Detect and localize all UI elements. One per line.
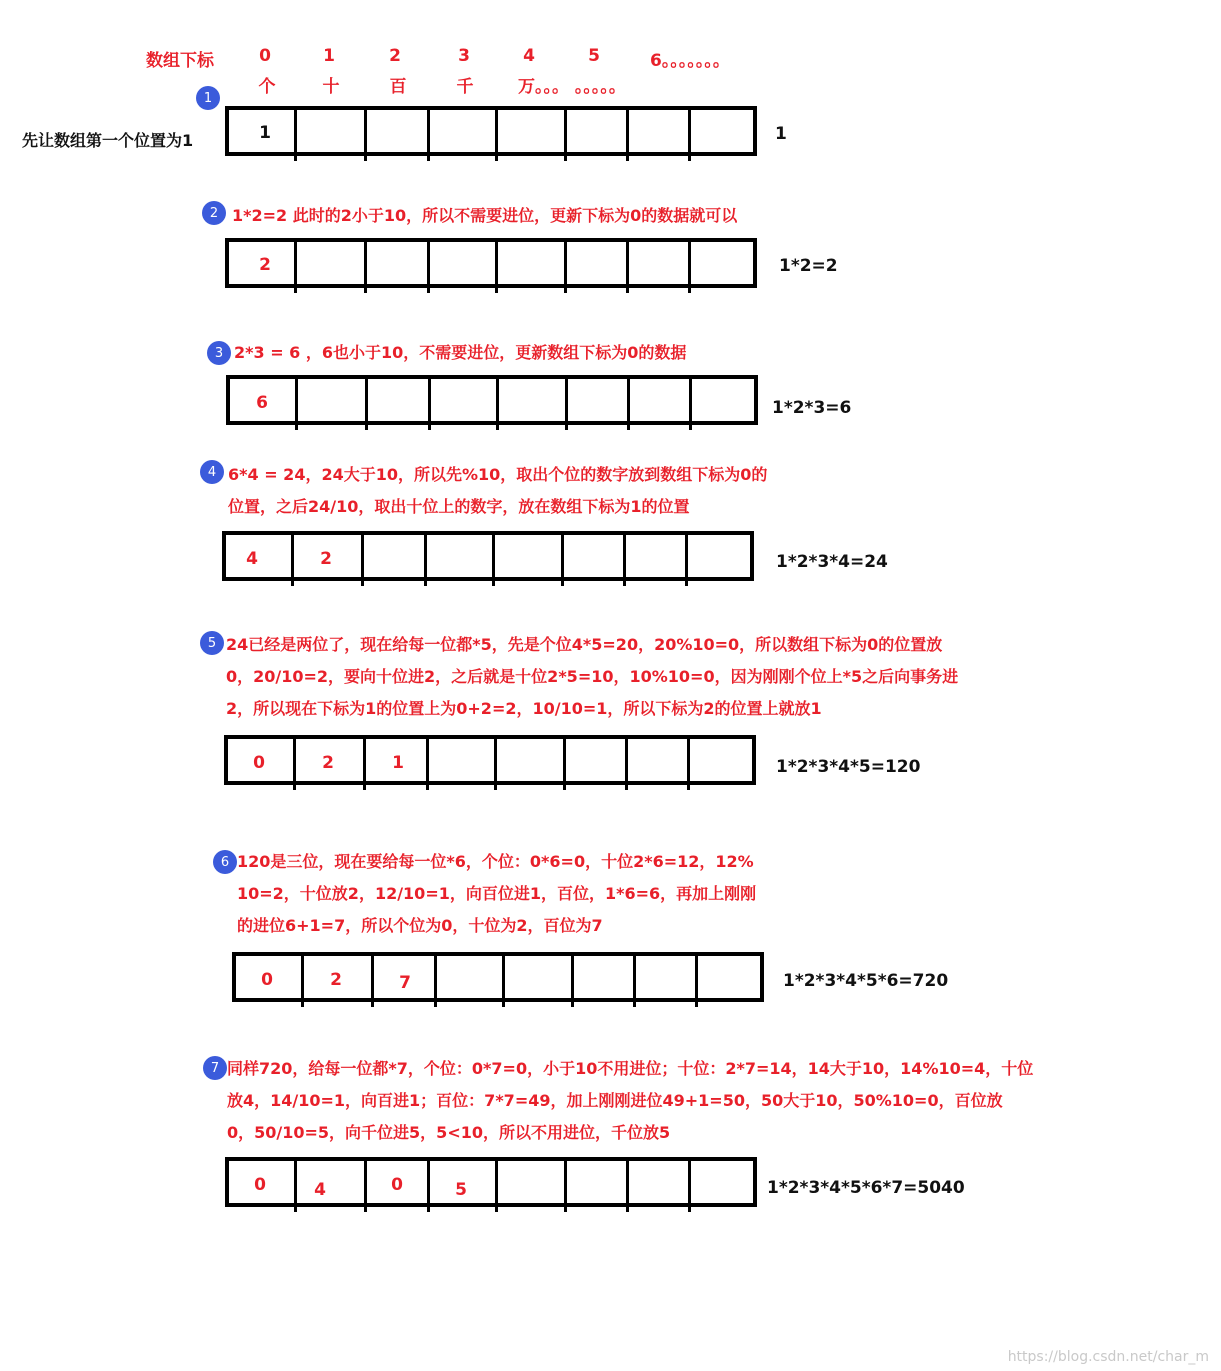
place-name: 个 xyxy=(258,77,276,97)
step-description-line: 1*2=2 此时的2小于10，所以不需要进位，更新下标为0的数据就可以 xyxy=(232,206,738,225)
index-number: 3 xyxy=(458,46,470,66)
step-badge: 7 xyxy=(203,1056,227,1080)
step-result: 1*2*3=6 xyxy=(772,398,852,418)
array-cell-divider xyxy=(688,238,691,293)
array-cell-value: 0 xyxy=(254,1175,266,1195)
array-cell-value: 0 xyxy=(391,1175,403,1195)
array-cell-divider xyxy=(688,1157,691,1212)
step-description-line: 0，50/10=5，向千位进5，5<10，所以不用进位，千位放5 xyxy=(227,1123,671,1142)
array-cell-divider xyxy=(626,1157,629,1212)
step-result: 1*2*3*4*5*6=720 xyxy=(783,971,949,991)
step-description-line: 6*4 = 24，24大于10，所以先%10，取出个位的数字放到数组下标为0的 xyxy=(228,465,768,484)
array-cell-divider xyxy=(689,375,692,430)
array-cell-divider xyxy=(695,952,698,1007)
index-label: 数组下标 xyxy=(146,51,214,71)
step-badge: 5 xyxy=(200,631,224,655)
array-cell-divider xyxy=(502,952,505,1007)
digit-array xyxy=(222,531,754,581)
step-badge: 6 xyxy=(213,850,237,874)
step-description-line: 0，20/10=2，要向十位进2，之后就是十位2*5=10，10%10=0，因为刚刚个位上*5之后向事务进 xyxy=(226,667,959,686)
array-cell-divider xyxy=(426,735,429,790)
array-cell-value: 2 xyxy=(330,970,342,990)
array-cell-value: 1 xyxy=(392,753,404,773)
array-cell-divider xyxy=(495,1157,498,1212)
array-cell-divider xyxy=(427,106,430,161)
digit-array xyxy=(232,952,764,1002)
array-cell-divider xyxy=(364,1157,367,1212)
index-number: 2 xyxy=(389,46,401,66)
array-cell-divider xyxy=(564,1157,567,1212)
array-cell-divider xyxy=(361,531,364,586)
array-cell-value: 1 xyxy=(259,123,271,143)
array-cell-divider xyxy=(294,238,297,293)
place-name: 十 xyxy=(322,77,340,97)
array-cell-divider xyxy=(571,952,574,1007)
array-cell-divider xyxy=(626,106,629,161)
step-result: 1*2*3*4*5=120 xyxy=(776,757,921,777)
array-cell-divider xyxy=(364,106,367,161)
array-cell-divider xyxy=(623,531,626,586)
step-badge: 2 xyxy=(202,201,226,225)
step-description-line: 放4，14/10=1，向百进1；百位：7*7=49，加上刚刚进位49+1=50，50大于10，50%10=0，百位放 xyxy=(227,1091,1003,1110)
array-cell-divider xyxy=(564,106,567,161)
array-cell-divider xyxy=(427,238,430,293)
array-cell-divider xyxy=(294,1157,297,1212)
digit-array xyxy=(225,106,757,156)
array-cell-divider xyxy=(424,531,427,586)
place-name: 万。。。 。。。。。 xyxy=(518,77,626,97)
array-cell-divider xyxy=(427,1157,430,1212)
array-cell-value: 6 xyxy=(256,393,268,413)
array-cell-divider xyxy=(294,106,297,161)
array-cell-divider xyxy=(295,375,298,430)
array-cell-divider xyxy=(685,531,688,586)
index-number: 6。。。。。。。 xyxy=(650,51,730,71)
index-number: 0 xyxy=(259,46,271,66)
array-cell-value: 4 xyxy=(314,1180,326,1200)
array-cell-divider xyxy=(492,531,495,586)
array-cell-divider xyxy=(371,952,374,1007)
digit-array xyxy=(226,375,758,425)
array-cell-divider xyxy=(626,238,629,293)
step-description-line: 120是三位，现在要给每一位*6，个位：0*6=0，十位2*6=12，12% xyxy=(237,852,754,871)
array-cell-divider xyxy=(495,238,498,293)
array-cell-value: 0 xyxy=(253,753,265,773)
place-name: 百 xyxy=(389,77,407,97)
array-cell-value: 2 xyxy=(259,255,271,275)
array-cell-divider xyxy=(633,952,636,1007)
array-cell-divider xyxy=(564,238,567,293)
array-cell-divider xyxy=(293,735,296,790)
digit-array xyxy=(224,735,756,785)
index-number: 5 xyxy=(588,46,600,66)
array-cell-value: 4 xyxy=(246,549,258,569)
index-number: 1 xyxy=(323,46,335,66)
array-cell-divider xyxy=(687,735,690,790)
step-badge: 1 xyxy=(196,86,220,110)
array-cell-divider xyxy=(363,735,366,790)
array-cell-value: 5 xyxy=(455,1180,467,1200)
index-number: 4 xyxy=(523,46,535,66)
array-cell-divider xyxy=(563,735,566,790)
watermark: https://blog.csdn.net/char_m xyxy=(1007,1349,1209,1365)
digit-array xyxy=(225,238,757,288)
array-cell-divider xyxy=(688,106,691,161)
array-cell-divider xyxy=(495,106,498,161)
array-cell-divider xyxy=(365,375,368,430)
array-cell-divider xyxy=(627,375,630,430)
array-cell-value: 2 xyxy=(320,549,332,569)
step-description-line: 24已经是两位了，现在给每一位都*5，先是个位4*5=20，20%10=0，所以数组下标为0的位置放 xyxy=(226,635,943,654)
step-result: 1*2=2 xyxy=(779,256,838,276)
step-result: 1*2*3*4=24 xyxy=(776,552,888,572)
place-name: 千 xyxy=(456,77,474,97)
step-description-line: 位置，之后24/10，取出十位上的数字，放在数组下标为1的位置 xyxy=(228,497,690,516)
array-cell-value: 7 xyxy=(399,973,411,993)
step-result: 1*2*3*4*5*6*7=5040 xyxy=(767,1178,965,1198)
step-description-line: 10=2，十位放2，12/10=1，向百位进1，百位，1*6=6，再加上刚刚 xyxy=(237,884,757,903)
digit-array xyxy=(225,1157,757,1207)
step-description-line: 的进位6+1=7，所以个位为0，十位为2，百位为7 xyxy=(237,916,603,935)
array-cell-divider xyxy=(625,735,628,790)
step-badge: 4 xyxy=(200,460,224,484)
init-label: 先让数组第一个位置为1 xyxy=(22,131,194,150)
step-result: 1 xyxy=(775,124,787,144)
array-cell-divider xyxy=(496,375,499,430)
array-cell-divider xyxy=(561,531,564,586)
array-cell-divider xyxy=(428,375,431,430)
step-description-line: 2，所以现在下标为1的位置上为0+2=2，10/10=1，所以下标为2的位置上就放1 xyxy=(226,699,822,718)
array-cell-value: 2 xyxy=(322,753,334,773)
array-cell-divider xyxy=(565,375,568,430)
array-cell-divider xyxy=(434,952,437,1007)
step-description-line: 同样720，给每一位都*7，个位：0*7=0，小于10不用进位；十位：2*7=14，14大于10，14%10=4，十位 xyxy=(227,1059,1034,1078)
array-cell-value: 0 xyxy=(261,970,273,990)
array-cell-divider xyxy=(301,952,304,1007)
array-cell-divider xyxy=(291,531,294,586)
array-cell-divider xyxy=(494,735,497,790)
array-cell-divider xyxy=(364,238,367,293)
step-description-line: 2*3 = 6 ，6也小于10，不需要进位，更新数组下标为0的数据 xyxy=(234,343,687,362)
step-badge: 3 xyxy=(207,341,231,365)
